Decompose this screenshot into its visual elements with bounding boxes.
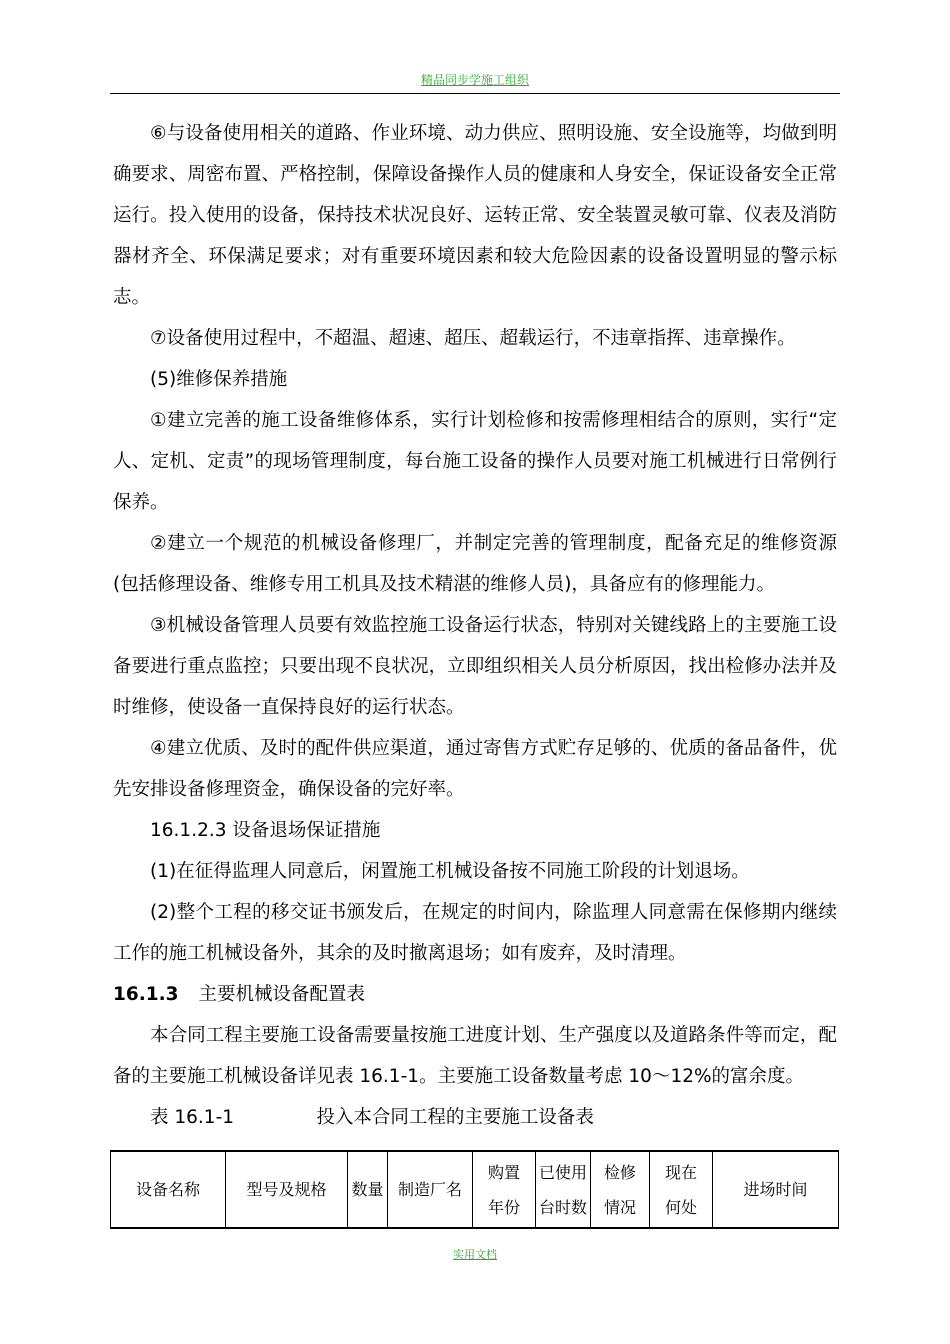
table-header-row: [111, 1151, 839, 1228]
table-caption: [113, 1097, 837, 1138]
page-footer-text: 实用文档: [453, 1248, 497, 1261]
paragraph-maintenance-4: ④建立优质、及时的配件供应渠道，通过寄售方式贮存足够的、优质的备品备件，优先安排设备修理资金，确保设备的完好率。: [113, 738, 837, 800]
page-header-text: 精品同步学施工组织: [420, 73, 529, 87]
paragraph-maintenance-3: ③机械设备管理人员要有效监控施工设备运行状态，特别对关键线路上的主要施工设备要进行重点监控；只要出现不良状况，立即组织相关人员分析原因，找出检修办法并及时维修，使设备一直保持良好的运行状态。: [113, 615, 837, 718]
paragraph-exit-2: (2)整个工程的移交证书颁发后，在规定的时间内，除监理人同意需在保修期内继续工作的施工机械设备外，其余的及时撤离退场；如有废弃，及时清理。: [113, 902, 837, 964]
col-header-entry-time: 进场时间: [713, 1151, 839, 1228]
col-header-purchase-year: 购置 年份: [473, 1151, 536, 1228]
col-header-quantity: 数量: [348, 1151, 388, 1228]
paragraph-maintenance-2: ②建立一个规范的机械设备修理厂，并制定完善的管理制度，配备充足的维修资源(包括修理设备、维修专用工机具及技术精湛的维修人员)，具备应有的修理能力。: [113, 533, 837, 595]
col-header-maintenance-status: 检修 情况: [591, 1151, 650, 1228]
subheading-maintenance: (5)维修保养措施: [150, 369, 288, 390]
col-header-used-hours: 已使用 台时数: [536, 1151, 591, 1228]
col-header-current-location: 现在 何处: [650, 1151, 713, 1228]
paragraph-exit-1: (1)在征得监理人同意后，闲置施工机械设备按不同施工阶段的计划退场。: [150, 861, 750, 882]
paragraph-item-6: ⑥与设备使用相关的道路、作业环境、动力供应、照明设施、安全设施等，均做到明确要求、周密布置、严格控制，保障设备操作人员的健康和人身安全，保证设备安全正常运行。投入使用的设备，保持技术状况良好、运转正常、安全装置灵敏可靠、仪表及消防器材齐全、环保满足要求；对有重要环境因素和较大危险因素的设备设置明显的警示标志。: [113, 123, 837, 308]
document-body: [113, 113, 837, 1138]
subheading-exit-measures: 16.1.2.3 设备退场保证措施: [150, 820, 381, 841]
col-header-equipment-name: 设备名称: [111, 1151, 226, 1228]
paragraph-maintenance-1: ①建立完善的施工设备维修体系，实行计划检修和按需修理相结合的原则，实行“定人、定机、定责”的现场管理制度，每台施工设备的操作人员要对施工机械进行日常例行保养。: [113, 410, 837, 513]
paragraph-item-7: ⑦设备使用过程中，不超温、超速、超压、超载运行，不违章指挥、违章操作。: [150, 328, 796, 349]
section-paragraph: 本合同工程主要施工设备需要量按施工进度计划、生产强度以及道路条件等而定，配备的主要施工机械设备详见表 16.1-1。主要施工设备数量考虑 10～12%的富余度。: [113, 1025, 837, 1087]
section-number: 16.1.3: [113, 984, 179, 1005]
table-caption-label: 表 16.1-1: [150, 1107, 235, 1128]
col-header-model-spec: 型号及规格: [226, 1151, 348, 1228]
equipment-table: [110, 1150, 839, 1229]
section-heading: [113, 974, 837, 1015]
header-divider: [110, 93, 840, 94]
section-title: 主要机械设备配置表: [198, 984, 366, 1005]
col-header-manufacturer: 制造厂名: [388, 1151, 473, 1228]
table-caption-title: 投入本合同工程的主要施工设备表: [316, 1107, 594, 1128]
